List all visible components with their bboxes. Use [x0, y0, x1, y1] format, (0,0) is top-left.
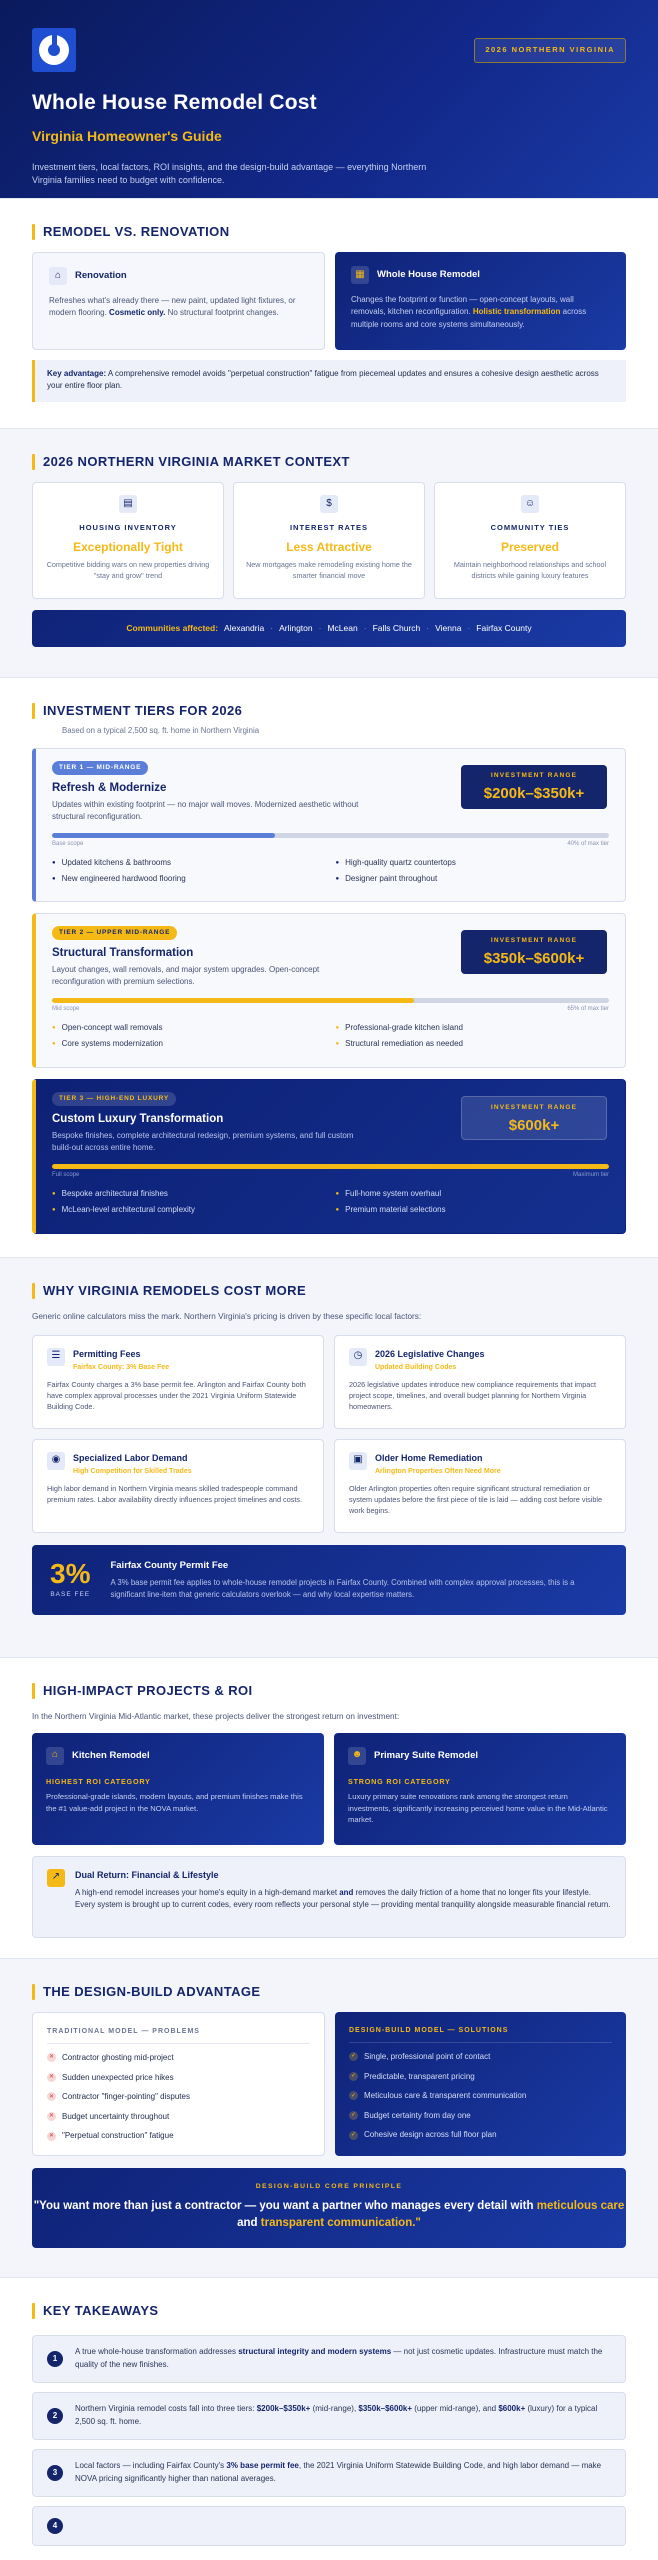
tier-progress-bar	[52, 1164, 609, 1169]
investment-range: $200k–$350k+	[483, 784, 585, 802]
hero-banner	[0, 0, 658, 198]
investment-range: $600k+	[508, 1116, 560, 1134]
x-icon: ✕	[48, 2054, 55, 2061]
investment-range-box: INVESTMENT RANGE $600k+	[461, 1096, 607, 1140]
renovation-card	[32, 252, 325, 350]
tier-features: ● Updated kitchens & bathrooms ● High-quality quartz countertops ● New engineered hardwood flooring ● Designer paint throughout	[52, 857, 609, 884]
renovation-title: Renovation	[75, 269, 127, 281]
section-accent-bar	[32, 1283, 35, 1299]
tier-card-1: TIER 1 — MID-RANGE Refresh & Modernize Updates within existing footprint — no major wall moves. Modernized aesthetic without structural reconfiguration. INVESTMENT RANGE $200k–$350k+ Base scope 40% of max tier ● Updated kitchens & bathrooms ● High-quality quartz countertops ● New engineered hardwood flooring ● Designer paint throughout	[32, 748, 626, 902]
factor-card-labor: ◉ Specialized Labor Demand High Competition for Skilled Trades High labor demand in Northern Virginia means skilled tradespeople command premium rates. Labor availability directly influences project timelines and costs.	[32, 1439, 324, 1533]
section-accent-bar	[32, 2303, 35, 2319]
section-heading: HIGH-IMPACT PROJECTS & ROI	[43, 1683, 253, 1698]
tier-features: ● Bespoke architectural finishes ● Full-home system overhaul ● McLean-level architectural complexity ● Premium material selections	[52, 1188, 609, 1215]
tier-tag: TIER 2 — UPPER MID-RANGE	[52, 926, 177, 939]
briefcase-icon: ▣	[349, 1452, 367, 1470]
communities-banner: Communities affected: Alexandria · Arlington · McLean · Falls Church · Vienna · Fairfax County	[32, 610, 626, 647]
market-card-inventory: ▤ HOUSING INVENTORY Exceptionally Tight Competitive bidding wars on new properties driving "stay and grow" trend	[32, 482, 224, 599]
people-icon: ☺	[521, 495, 539, 513]
section-heading: 2026 NORTHERN VIRGINIA MARKET CONTEXT	[43, 454, 350, 469]
section-accent-bar	[32, 454, 35, 470]
section-heading: WHY VIRGINIA REMODELS COST MORE	[43, 1283, 307, 1298]
investment-range-box: INVESTMENT RANGE $200k–$350k+	[461, 765, 607, 809]
market-card-community: ☺ COMMUNITY TIES Preserved Maintain neighborhood relationships and school districts while gaining luxury features	[434, 482, 626, 599]
fee-percentage: 3%	[50, 1558, 91, 1590]
year-region-badge: 2026 NORTHERN VIRGINIA	[474, 38, 626, 63]
roi-card-primary-suite: ☻ Primary Suite Remodel STRONG ROI CATEGORY Luxury primary suite renovations rank among the strongest return investments, significantly increasing perceived home value in the Mid-Atlantic market.	[334, 1733, 626, 1845]
section-accent-bar	[32, 1984, 35, 2000]
trend-up-icon: ↗	[47, 1869, 65, 1887]
market-context-section	[0, 428, 658, 677]
investment-tiers-section	[0, 677, 658, 1257]
document-icon: ☰	[47, 1348, 65, 1366]
section-heading: REMODEL VS. RENOVATION	[43, 224, 230, 239]
remodel-text: Changes the footprint or function — open-concept layouts, wall removals, kitchen reconfiguration. Holistic transformation across multiple rooms and core systems simultaneously.	[351, 294, 587, 329]
design-build-section	[0, 1958, 658, 2277]
section-heading: THE DESIGN-BUILD ADVANTAGE	[43, 1984, 261, 1999]
page-subtitle: Virginia Homeowner's Guide	[32, 128, 222, 145]
section-accent-bar	[32, 703, 35, 719]
home-icon: ⌂	[46, 1747, 64, 1765]
section-accent-bar	[32, 1683, 35, 1699]
dual-return-callout: ↗ Dual Return: Financial & Lifestyle A high-end remodel increases your home's equity in a high-demand market and removes the daily friction of a home that no longer fits your lifestyle. Every system is brought up to current codes, every room reflects your personal style — providing mental tranquility alongside measurable financial return.	[32, 1856, 626, 1938]
key-advantage-callout: Key advantage: A comprehensive remodel avoids "perpetual construction" fatigue from piecemeal updates and ensures a cohesive design aesthetic across your entire floor plan.	[32, 360, 626, 402]
tier-tag: TIER 3 — HIGH-END LUXURY	[52, 1092, 176, 1105]
traditional-model-card: TRADITIONAL MODEL — PROBLEMS ✕ Contractor ghosting mid-project ✕ Sudden unexpected price hikes ✕ Contractor "finger-pointing" disputes ✕ Budget uncertainty throughout ✕ "Perpetual construction" fatigue	[32, 2012, 325, 2156]
section-heading: INVESTMENT TIERS FOR 2026	[43, 703, 243, 718]
market-card-interest: $ INTEREST RATES Less Attractive New mortgages make remodeling existing home the smarter financial move	[233, 482, 425, 599]
tier-desc: Updates within existing footprint — no major wall moves. Modernized aesthetic without structural reconfiguration.	[52, 800, 359, 822]
takeaway-item: 1 A true whole-house transformation addresses structural integrity and modern systems — not just cosmetic updates. Infrastructure must match the quality of the new finishes.	[32, 2335, 626, 2383]
tier-features: ● Open-concept wall removals ● Professional-grade kitchen island ● Core systems modernization ● Structural remediation as needed	[52, 1022, 609, 1049]
remodel-vs-renovation-section	[0, 198, 658, 428]
takeaway-item: 3 Local factors — including Fairfax County's 3% base permit fee, the 2021 Virginia Uniform Statewide Building Code, and high labor demand — make NOVA pricing significantly higher than national averages.	[32, 2449, 626, 2497]
tier-desc: Bespoke finishes, complete architectural redesign, premium systems, and full custom build-out across entire home.	[52, 1131, 354, 1153]
roi-card-kitchen: ⌂ Kitchen Remodel HIGHEST ROI CATEGORY Professional-grade islands, modern layouts, and premium finishes make this the #1 value-add project in the NOVA market.	[32, 1733, 324, 1845]
page-title: Whole House Remodel Cost	[32, 91, 317, 114]
factor-card-older-homes: ▣ Older Home Remediation Arlington Properties Often Need More Older Arlington properties often require significant structural remediation or system updates before the first piece of tile is laid — adding cost before visible work begins.	[334, 1439, 626, 1533]
blueprint-icon: ▦	[351, 266, 369, 284]
remodel-card	[335, 252, 626, 350]
tier-title: Custom Luxury Transformation	[52, 1112, 224, 1125]
person-icon: ☻	[348, 1747, 366, 1765]
x-icon: ✕	[48, 2074, 55, 2081]
check-icon: ✓	[350, 2073, 357, 2080]
x-icon: ✕	[48, 2132, 55, 2139]
inventory-icon: ▤	[119, 495, 137, 513]
investment-range: $350k–$600k+	[483, 949, 585, 967]
permit-fee-banner: 3% BASE FEE Fairfax County Permit Fee A 3% base permit fee applies to whole-house remodel projects in Fairfax County. Combined with complex approval processes, this is a significant line-item that generic calculators overlook — and why local expertise matters.	[32, 1545, 626, 1615]
tier-progress-bar	[52, 833, 609, 838]
renovation-text: Refreshes what's already there — new paint, updated light fixtures, or modern flooring. Cosmetic only. No structural footprint changes.	[49, 295, 296, 318]
section-accent-bar	[32, 224, 35, 240]
globe-icon: ◉	[47, 1452, 65, 1470]
brand-logo	[32, 28, 76, 72]
core-principle-quote: DESIGN-BUILD CORE PRINCIPLE "You want more than just a contractor — you want a partner who manages every detail with meticulous care and transparent communication."	[32, 2168, 626, 2248]
takeaway-item: 4	[32, 2506, 626, 2546]
tier-progress-bar	[52, 998, 609, 1003]
check-icon: ✓	[350, 2112, 357, 2119]
remodel-title: Whole House Remodel	[377, 268, 480, 280]
tiers-subheading: Based on a typical 2,500 sq. ft. home in Northern Virginia	[62, 725, 260, 735]
hero-intro: Investment tiers, local factors, ROI insights, and the design-build advantage — everything Northern Virginia families need to budget with confidence.	[32, 161, 427, 186]
design-build-model-card: DESIGN-BUILD MODEL — SOLUTIONS ✓ Single, professional point of contact ✓ Predictable, transparent pricing ✓ Meticulous care & transparent communication ✓ Budget certainty from day one ✓ Cohesive design across full floor plan	[335, 2012, 626, 2156]
key-takeaways-section	[0, 2277, 658, 2560]
tier-card-2: TIER 2 — UPPER MID-RANGE Structural Transformation Layout changes, wall removals, and major system upgrades. Open-concept reconfiguration with premium selections. INVESTMENT RANGE $350k–$600k+ Mid scope 65% of max tier ● Open-concept wall removals ● Professional-grade kitchen island ● Core systems modernization ● Structural remediation as needed	[32, 913, 626, 1068]
tier-desc: Layout changes, wall removals, and major system upgrades. Open-concept reconfiguration with premium selections.	[52, 965, 320, 987]
section-heading: KEY TAKEAWAYS	[43, 2303, 159, 2318]
x-icon: ✕	[48, 2093, 55, 2100]
logo-mark-icon	[39, 35, 69, 65]
factor-card-legislative: ◷ 2026 Legislative Changes Updated Building Codes 2026 legislative updates introduce new compliance requirements that impact project scope, timelines, and overall budget planning for Northern Virginia homeowners.	[334, 1335, 626, 1429]
home-icon: ⌂	[49, 267, 67, 285]
clock-icon: ◷	[349, 1348, 367, 1366]
tier-card-3: TIER 3 — HIGH-END LUXURY Custom Luxury Transformation Bespoke finishes, complete architectural redesign, premium systems, and full custom build-out across entire home. INVESTMENT RANGE $600k+ Full scope Maximum tier ● Bespoke architectural finishes ● Full-home system overhaul ● McLean-level architectural complexity ● Premium material selections	[32, 1079, 626, 1234]
check-icon: ✓	[350, 2092, 357, 2099]
why-intro: Generic online calculators miss the mark. Northern Virginia's pricing is driven by these specific local factors:	[32, 1311, 422, 1321]
tier-tag: TIER 1 — MID-RANGE	[52, 761, 148, 774]
dollar-icon: $	[320, 495, 338, 513]
takeaway-item: 2 Northern Virginia remodel costs fall into three tiers: $200k–$350k+ (mid-range), $350k–$600k+ (upper mid-range), and $600k+ (luxury) for a typical 2,500 sq. ft. home.	[32, 2392, 626, 2440]
check-icon: ✓	[350, 2131, 357, 2138]
x-icon: ✕	[48, 2113, 55, 2120]
tier-title: Structural Transformation	[52, 946, 194, 959]
check-icon: ✓	[350, 2053, 357, 2060]
roi-intro: In the Northern Virginia Mid-Atlantic market, these projects deliver the strongest return on investment:	[32, 1711, 400, 1721]
investment-range-box: INVESTMENT RANGE $350k–$600k+	[461, 930, 607, 974]
roi-section	[0, 1657, 658, 1958]
tier-title: Refresh & Modernize	[52, 781, 167, 794]
factor-card-permitting: ☰ Permitting Fees Fairfax County: 3% Base Fee Fairfax County charges a 3% base permit fee. Arlington and Fairfax County both have complex approval processes under the 2021 Virginia Uniform Statewide Building Code.	[32, 1335, 324, 1429]
why-costs-section	[0, 1257, 658, 1657]
